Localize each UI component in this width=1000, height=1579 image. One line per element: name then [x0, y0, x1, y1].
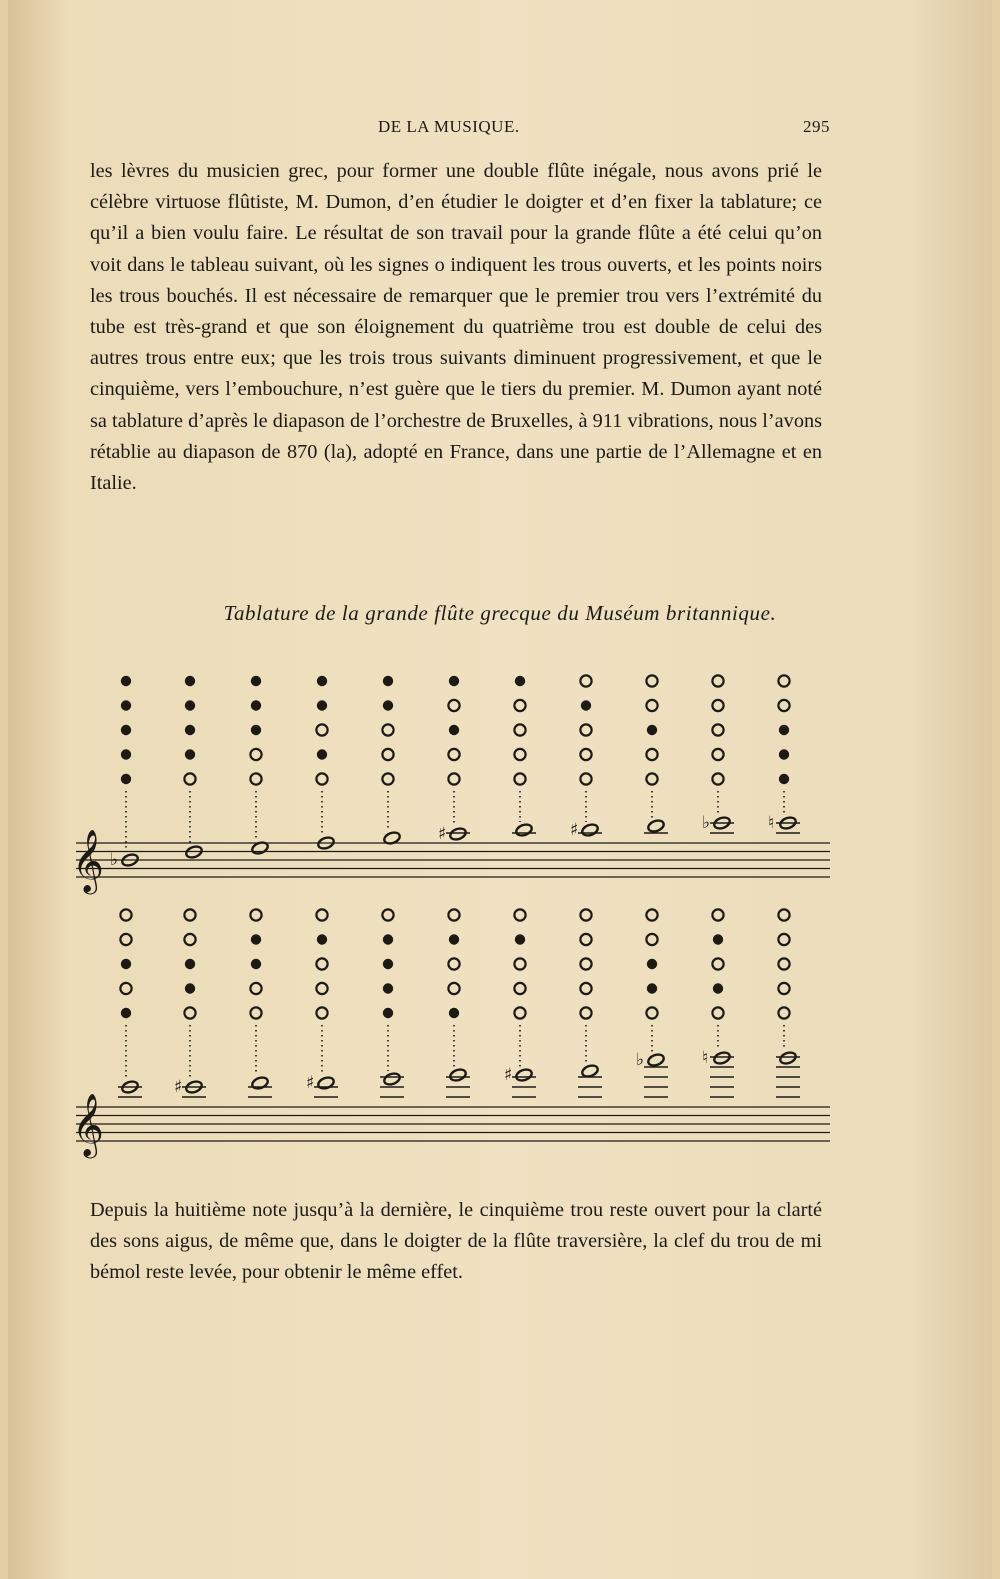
fingering-column — [636, 909, 668, 1097]
accidental: ♮ — [702, 1048, 709, 1068]
open-hole-circle — [316, 983, 327, 994]
open-hole-circle — [250, 1007, 261, 1018]
open-hole-circle — [580, 1007, 591, 1018]
open-hole-circle — [250, 983, 261, 994]
open-hole-circle — [778, 958, 789, 969]
open-hole-circle — [448, 958, 459, 969]
accidental: ♯ — [438, 824, 447, 844]
accidental: ♮ — [768, 813, 775, 833]
open-hole-circle — [448, 749, 459, 760]
fingering-column — [380, 909, 404, 1097]
closed-hole-dot — [185, 749, 195, 759]
open-hole-circle — [580, 724, 591, 735]
closed-hole-dot — [121, 1008, 131, 1018]
closed-hole-dot — [383, 676, 393, 686]
open-hole-circle — [712, 675, 723, 686]
closed-hole-dot — [185, 983, 195, 993]
open-hole-circle — [778, 675, 789, 686]
open-hole-circle — [712, 958, 723, 969]
closed-hole-dot — [779, 725, 789, 735]
open-hole-circle — [646, 909, 657, 920]
open-hole-circle — [712, 1007, 723, 1018]
closed-hole-dot — [251, 700, 261, 710]
open-hole-circle — [646, 749, 657, 760]
fingering-column — [174, 909, 206, 1097]
closed-hole-dot — [121, 774, 131, 784]
fingering-column — [306, 909, 338, 1097]
closed-hole-dot — [383, 700, 393, 710]
whole-note — [581, 1064, 599, 1079]
open-hole-circle — [382, 749, 393, 760]
open-hole-circle — [712, 700, 723, 711]
fingering-column — [504, 909, 536, 1097]
fingering-column — [438, 676, 470, 844]
whole-note — [779, 1051, 797, 1066]
open-hole-circle — [514, 773, 525, 784]
whole-note — [449, 1068, 467, 1083]
page-number: 295 — [803, 117, 830, 136]
open-hole-circle — [778, 934, 789, 945]
fingering-column — [446, 909, 470, 1097]
open-hole-circle — [514, 1007, 525, 1018]
open-hole-circle — [580, 909, 591, 920]
open-hole-circle — [778, 700, 789, 711]
open-hole-circle — [712, 724, 723, 735]
closed-hole-dot — [251, 934, 261, 944]
closed-hole-dot — [317, 934, 327, 944]
closed-hole-dot — [121, 700, 131, 710]
closed-hole-dot — [449, 725, 459, 735]
open-hole-circle — [184, 909, 195, 920]
open-hole-circle — [646, 1007, 657, 1018]
fingering-column — [248, 909, 272, 1097]
open-hole-circle — [382, 773, 393, 784]
fingering-column — [702, 909, 734, 1097]
whole-note — [515, 823, 533, 838]
open-hole-circle — [778, 1007, 789, 1018]
intro-paragraph: les lèvres du musicien grec, pour former une double flûte inégale, nous avons prié le célèbre virtuose flûtiste, M. Dumon, d’en étudier le doigter et d’en fixer la tablature; ce qu’il a bien voulu faire. Le résultat de son travail pour la grande flûte a été celui qu’on voit dans le tableau suivant, où les signes o indiquent les trous ouverts, et les points noirs les trous bouchés. Il est nécessaire de remarquer que le premier trou vers l’extrémité du tube est très-grand et que son éloignement du quatrième trou est double de celui des autres trous entre eux; que les trois trous suivants diminuent progressivement, et que le cinquième, vers l’embouchure, n’est guère que le tiers du premier. M. Dumon ayant noté sa tablature d’après le diapason de l’orchestre de Bruxelles, à 911 vibrations, nous l’avons rétablie au diapason de 870 (la), adopté en France, dans une partie de l’Allemagne et en Italie. — [90, 160, 822, 495]
fingering-column — [512, 676, 536, 838]
open-hole-circle — [250, 773, 261, 784]
closed-hole-dot — [647, 959, 657, 969]
open-hole-circle — [778, 909, 789, 920]
closed-hole-dot — [713, 983, 723, 993]
closed-hole-dot — [383, 1008, 393, 1018]
fingering-column — [110, 676, 139, 870]
running-title: DE LA MUSIQUE. — [378, 117, 520, 136]
open-hole-circle — [514, 909, 525, 920]
open-hole-circle — [184, 1007, 195, 1018]
fingering-column — [184, 676, 203, 860]
open-hole-circle — [580, 934, 591, 945]
closed-hole-dot — [647, 983, 657, 993]
whole-note — [383, 1072, 401, 1087]
open-hole-circle — [646, 934, 657, 945]
closed-hole-dot — [185, 676, 195, 686]
open-hole-circle — [250, 749, 261, 760]
open-hole-circle — [514, 724, 525, 735]
closed-hole-dot — [449, 676, 459, 686]
whole-note — [647, 1053, 665, 1068]
fingering-column — [702, 675, 734, 833]
closed-hole-dot — [449, 934, 459, 944]
open-hole-circle — [646, 700, 657, 711]
fingering-column — [644, 675, 668, 833]
open-hole-circle — [250, 909, 261, 920]
closed-hole-dot — [779, 774, 789, 784]
closed-hole-dot — [581, 700, 591, 710]
open-hole-circle — [382, 724, 393, 735]
fingering-column — [768, 675, 800, 833]
open-hole-circle — [646, 773, 657, 784]
closed-hole-dot — [317, 676, 327, 686]
whole-note — [449, 827, 467, 842]
closed-hole-dot — [185, 700, 195, 710]
fingering-column — [382, 676, 401, 846]
open-hole-circle — [514, 958, 525, 969]
closed-hole-dot — [383, 934, 393, 944]
fingering-column — [316, 676, 335, 851]
open-hole-circle — [382, 909, 393, 920]
open-hole-circle — [448, 983, 459, 994]
closed-hole-dot — [251, 959, 261, 969]
whole-note — [251, 1076, 269, 1091]
open-hole-circle — [514, 749, 525, 760]
open-hole-circle — [448, 909, 459, 920]
closed-hole-dot — [317, 700, 327, 710]
closed-hole-dot — [121, 749, 131, 759]
closed-hole-dot — [251, 676, 261, 686]
fingering-column — [250, 676, 269, 856]
open-hole-circle — [514, 983, 525, 994]
whole-note — [647, 819, 665, 834]
tablature-system-2 — [72, 909, 830, 1159]
accidental: ♯ — [504, 1065, 513, 1085]
tablature-system-1 — [72, 675, 830, 895]
open-hole-circle — [448, 773, 459, 784]
fingering-column — [118, 909, 142, 1097]
closed-hole-dot — [449, 1008, 459, 1018]
closed-hole-dot — [251, 725, 261, 735]
accidental: ♭ — [702, 813, 711, 833]
conclusion-paragraph-block — [90, 1195, 822, 1289]
open-hole-circle — [712, 773, 723, 784]
open-hole-circle — [514, 700, 525, 711]
closed-hole-dot — [383, 959, 393, 969]
flute-tablature — [8, 0, 992, 1579]
open-hole-circle — [580, 749, 591, 760]
closed-hole-dot — [185, 959, 195, 969]
open-hole-circle — [580, 983, 591, 994]
whole-note — [317, 1076, 335, 1091]
closed-hole-dot — [121, 725, 131, 735]
closed-hole-dot — [779, 749, 789, 759]
whole-note — [515, 1068, 533, 1083]
accidental: ♯ — [570, 820, 579, 840]
open-hole-circle — [184, 773, 195, 784]
open-hole-circle — [316, 773, 327, 784]
fingering-column — [570, 675, 602, 840]
closed-hole-dot — [185, 725, 195, 735]
treble-clef-icon: 𝄞 — [72, 1093, 104, 1156]
book-page — [8, 0, 992, 1579]
open-hole-circle — [120, 909, 131, 920]
accidental: ♭ — [636, 1050, 645, 1070]
treble-clef-icon: 𝄞 — [72, 829, 104, 892]
closed-hole-dot — [647, 725, 657, 735]
music-staff — [72, 1093, 830, 1159]
open-hole-circle — [580, 675, 591, 686]
fingering-column — [776, 909, 800, 1097]
tablature-caption: Tablature de la grande flûte grecque du Muséum britannique. — [223, 601, 777, 625]
closed-hole-dot — [383, 983, 393, 993]
open-hole-circle — [184, 934, 195, 945]
open-hole-circle — [778, 983, 789, 994]
closed-hole-dot — [515, 676, 525, 686]
open-hole-circle — [580, 958, 591, 969]
whole-note — [581, 823, 599, 838]
accidental: ♯ — [306, 1073, 315, 1093]
open-hole-circle — [646, 675, 657, 686]
closed-hole-dot — [121, 959, 131, 969]
closed-hole-dot — [713, 934, 723, 944]
open-hole-circle — [316, 958, 327, 969]
accidental: ♭ — [110, 850, 119, 870]
open-hole-circle — [120, 983, 131, 994]
open-hole-circle — [316, 909, 327, 920]
closed-hole-dot — [121, 676, 131, 686]
conclusion-paragraph: Depuis la huitième note jusqu’à la dernière, le cinquième trou reste ouvert pour la clarté des sons aigus, de même que, dans le doigter de la flûte traversière, la clef du trou de mi bémol reste levée, pour obtenir le même effet. — [90, 1199, 822, 1284]
accidental: ♯ — [174, 1077, 183, 1097]
closed-hole-dot — [515, 934, 525, 944]
open-hole-circle — [712, 749, 723, 760]
open-hole-circle — [120, 934, 131, 945]
whole-note — [713, 1051, 731, 1066]
open-hole-circle — [316, 1007, 327, 1018]
closed-hole-dot — [317, 749, 327, 759]
fingering-column — [578, 909, 602, 1097]
open-hole-circle — [316, 724, 327, 735]
open-hole-circle — [448, 700, 459, 711]
open-hole-circle — [580, 773, 591, 784]
open-hole-circle — [712, 909, 723, 920]
